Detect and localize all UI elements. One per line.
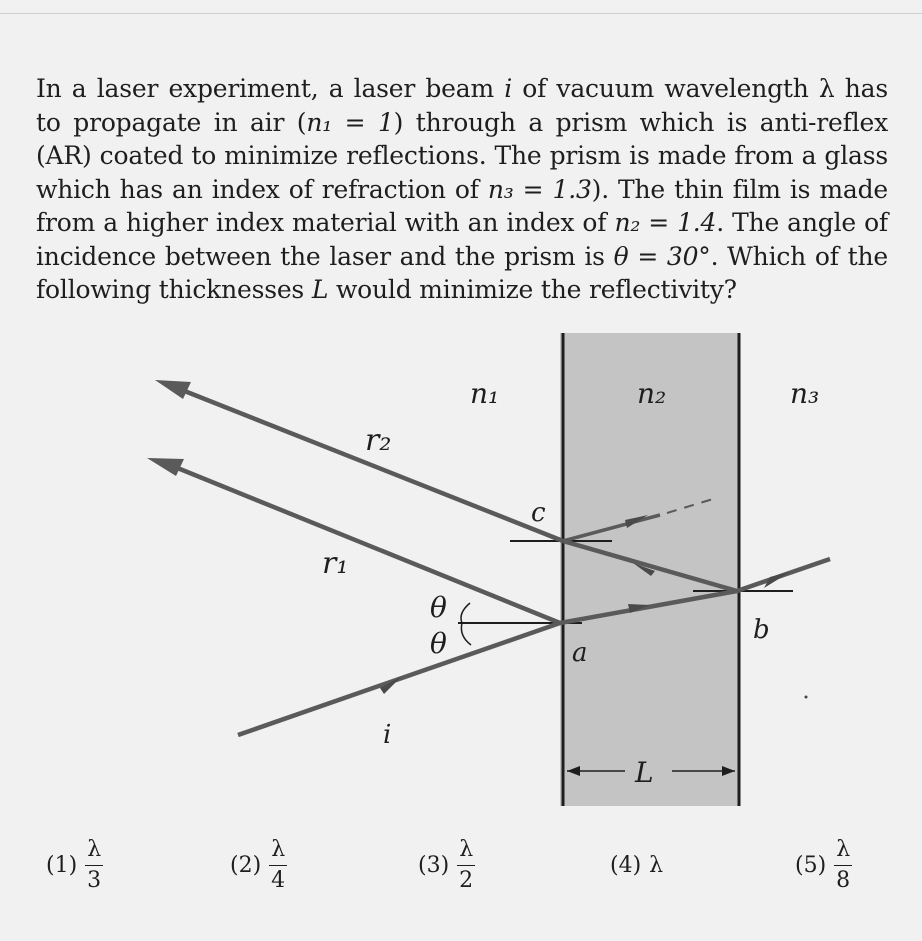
fraction-numerator: λ	[87, 836, 102, 862]
question-part: would minimize the reflectivity?	[328, 275, 737, 304]
n1-equation: n₁ = 1	[306, 107, 394, 137]
fraction-numerator: λ	[459, 836, 474, 862]
option-number: (1)	[46, 852, 78, 878]
option-fraction	[834, 838, 852, 893]
label-i: i	[383, 720, 392, 750]
fraction-numerator: λ	[271, 836, 286, 862]
label-r1: r₁	[322, 546, 349, 581]
question-part: In a laser experiment, a laser beam	[36, 74, 505, 103]
option-2[interactable]	[230, 830, 287, 900]
label-n3: n₃	[790, 377, 820, 410]
fraction-denominator: 4	[271, 867, 286, 893]
angle-arc-top	[461, 603, 470, 623]
option-number: (3)	[418, 852, 450, 878]
question-part: . The angle of incidence between the laser and the prism is	[36, 208, 888, 271]
angle-arc-bottom	[461, 623, 471, 645]
ray-r2-arrowhead	[155, 380, 191, 399]
fraction-bar	[85, 865, 103, 866]
fraction-bar	[834, 865, 852, 866]
label-n1: n₁	[470, 377, 500, 410]
fraction-numerator: λ	[836, 836, 851, 862]
question-part: of vacuum wavelength λ has to propagate in air (	[36, 74, 888, 137]
fraction-denominator: 2	[459, 867, 474, 893]
option-5[interactable]	[795, 830, 852, 900]
fraction-bar	[269, 865, 287, 866]
label-b: b	[753, 615, 770, 645]
label-n2: n₂	[637, 377, 667, 410]
option-fraction	[269, 838, 287, 893]
question-part: ) through a prism which is anti-reflex (AR) coated to minimize reflections. The prism is made from a glass which has an index of refraction of	[36, 107, 888, 204]
ray-r1-arrowhead	[147, 458, 184, 476]
n3-equation: n₃ = 1.3	[487, 174, 592, 204]
ray-r2	[182, 390, 563, 541]
stray-dot	[805, 696, 808, 699]
ray-r1	[175, 467, 560, 623]
label-c: c	[531, 498, 546, 528]
option-fraction	[457, 838, 475, 893]
option-4[interactable]	[610, 830, 663, 900]
label-L: L	[635, 756, 654, 789]
label-a: a	[572, 638, 588, 668]
fraction-denominator: 3	[87, 867, 102, 893]
option-number: (4)	[610, 852, 642, 878]
label-theta-top: θ	[430, 591, 447, 624]
theta-equation: θ = 30°	[613, 241, 711, 271]
question-part: ). The thin film is made from a higher index material with an index of	[36, 174, 888, 237]
label-r2: r₂	[365, 423, 392, 458]
option-number: (2)	[230, 852, 262, 878]
question-part: . Which of the following thicknesses	[36, 241, 888, 304]
fraction-bar	[457, 865, 475, 866]
option-fraction	[85, 838, 103, 893]
option-1[interactable]	[46, 830, 103, 900]
option-number: (5)	[795, 852, 827, 878]
label-theta-bottom: θ	[430, 627, 447, 660]
option-value: λ	[649, 852, 664, 878]
option-3[interactable]	[418, 830, 475, 900]
answer-options	[0, 830, 922, 920]
fraction-denominator: 8	[836, 867, 851, 893]
var-L: L	[311, 275, 329, 304]
n2-equation: n₂ = 1.4	[614, 208, 717, 237]
var-i: i	[504, 74, 513, 103]
